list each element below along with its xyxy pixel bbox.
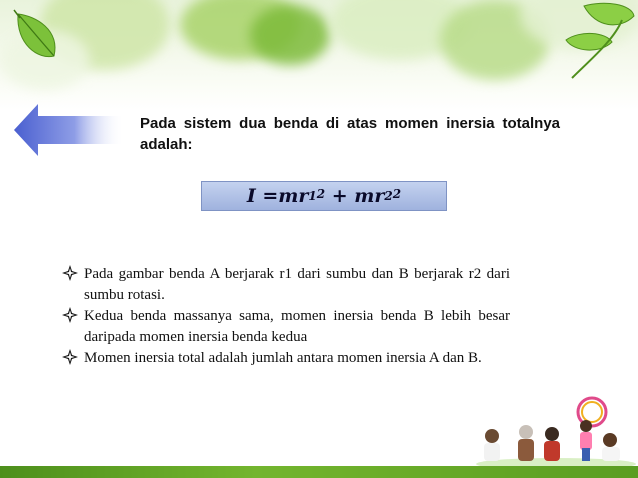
leaf-icon	[8, 8, 64, 64]
family-illustration	[474, 392, 638, 468]
moment-of-inertia-formula	[201, 181, 447, 211]
formula-term1-sub: 1	[308, 189, 317, 203]
list-item	[62, 264, 510, 306]
bullet-list	[62, 264, 510, 369]
diamond-bullet-icon	[62, 307, 78, 323]
bullet-text: Momen inersia total adalah jumlah antara momen inersia A dan B.	[84, 350, 482, 366]
bottom-bar	[0, 466, 638, 478]
diamond-bullet-icon	[62, 265, 78, 281]
list-item	[62, 306, 510, 348]
bullet-text: Kedua benda massanya sama, momen inersia benda B lebih besar daripada momen inersia benda kedua	[84, 308, 510, 345]
formula-term2-base: mr	[354, 185, 385, 207]
leaf-icon	[560, 0, 638, 82]
formula-plus: +	[325, 185, 355, 207]
formula-term1-sup: 2	[316, 187, 326, 201]
formula-term2-sub: 2	[384, 189, 393, 203]
formula-term2-sup: 2	[392, 187, 402, 201]
list-item	[62, 348, 510, 369]
formula-lhs: I =	[246, 185, 279, 207]
formula-term1-base: mr	[278, 185, 309, 207]
leaf-banner	[0, 0, 638, 110]
bullet-text: Pada gambar benda A berjarak r1 dari sumbu dan B berjarak r2 dari sumbu rotasi.	[84, 266, 510, 303]
diamond-bullet-icon	[62, 349, 78, 365]
back-arrow-icon[interactable]	[14, 104, 124, 156]
slide-heading: Pada sistem dua benda di atas momen inersia totalnya adalah:	[140, 115, 560, 153]
